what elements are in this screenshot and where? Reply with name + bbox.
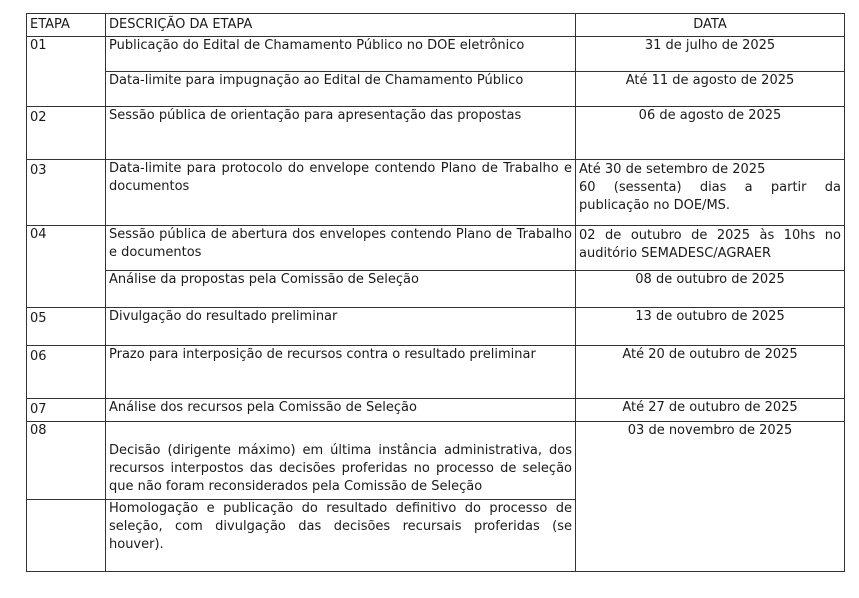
description-cell: Prazo para interposição de recursos contra o resultado preliminar <box>106 346 576 399</box>
etapa-cell: 06 <box>27 346 106 399</box>
description-cell: Data-limite para protocolo do envelope contendo Plano de Trabalho e documentos <box>106 160 576 226</box>
date-cell: Até 20 de outubro de 2025 <box>576 346 845 399</box>
table-row <box>27 226 845 271</box>
description-cell: Publicação do Edital de Chamamento Público no DOE eletrônico <box>106 37 576 72</box>
etapa-cell: 02 <box>27 107 106 160</box>
description-cell: Sessão pública de abertura dos envelopes contendo Plano de Trabalho e documentos <box>106 226 576 271</box>
description-cell: Homologação e publicação do resultado definitivo do processo de seleção, com divulgação das decisões recursais proferidas (se houver). <box>106 500 576 572</box>
date-cell: Até 27 de outubro de 2025 <box>576 399 845 422</box>
etapa-cell: 03 <box>27 160 106 226</box>
table-header-row <box>27 14 845 37</box>
header-etapa: ETAPA <box>27 14 106 37</box>
table-row <box>27 107 845 160</box>
etapa-cell-continuation <box>27 500 106 572</box>
etapa-cell: 04 <box>27 226 106 308</box>
description-cell: Decisão (dirigente máximo) em última instância administrativa, dos recursos interpostos das decisões proferidas no processo de seleção que não foram reconsiderados pela Comissão de Seleção <box>106 422 576 500</box>
date-cell: Até 11 de agosto de 2025 <box>576 72 845 107</box>
date-note: 60 (sessenta) dias a partir da publicação no DOE/MS. <box>579 180 841 213</box>
table-row <box>27 271 845 308</box>
table-row <box>27 346 845 399</box>
table-row <box>27 37 845 72</box>
description-cell: Sessão pública de orientação para apresentação das propostas <box>106 107 576 160</box>
table-row <box>27 399 845 422</box>
date-cell: 06 de agosto de 2025 <box>576 107 845 160</box>
etapa-cell: 01 <box>27 37 106 107</box>
etapa-cell: 05 <box>27 308 106 346</box>
table-row <box>27 160 845 226</box>
etapa-cell: 08 <box>27 422 106 500</box>
date-cell: 03 de novembro de 2025 <box>576 422 845 572</box>
description-cell: Análise dos recursos pela Comissão de Seleção <box>106 399 576 422</box>
schedule-table <box>26 13 845 572</box>
date-cell: 08 de outubro de 2025 <box>576 271 845 308</box>
description-cell: Análise da propostas pela Comissão de Seleção <box>106 271 576 308</box>
table-row <box>27 308 845 346</box>
table-row <box>27 72 845 107</box>
date-cell: 13 de outubro de 2025 <box>576 308 845 346</box>
date-cell: 31 de julho de 2025 <box>576 37 845 72</box>
date-cell: 02 de outubro de 2025 às 10hs no auditório SEMADESC/AGRAER <box>576 226 845 271</box>
etapa-cell: 07 <box>27 399 106 422</box>
table-row <box>27 422 845 500</box>
description-cell: Data-limite para impugnação ao Edital de Chamamento Público <box>106 72 576 107</box>
header-descricao: DESCRIÇÃO DA ETAPA <box>106 14 576 37</box>
description-cell: Divulgação do resultado preliminar <box>106 308 576 346</box>
date-cell <box>576 160 845 226</box>
date-line: Até 30 de setembro de 2025 <box>579 162 766 177</box>
header-data: DATA <box>576 14 845 37</box>
